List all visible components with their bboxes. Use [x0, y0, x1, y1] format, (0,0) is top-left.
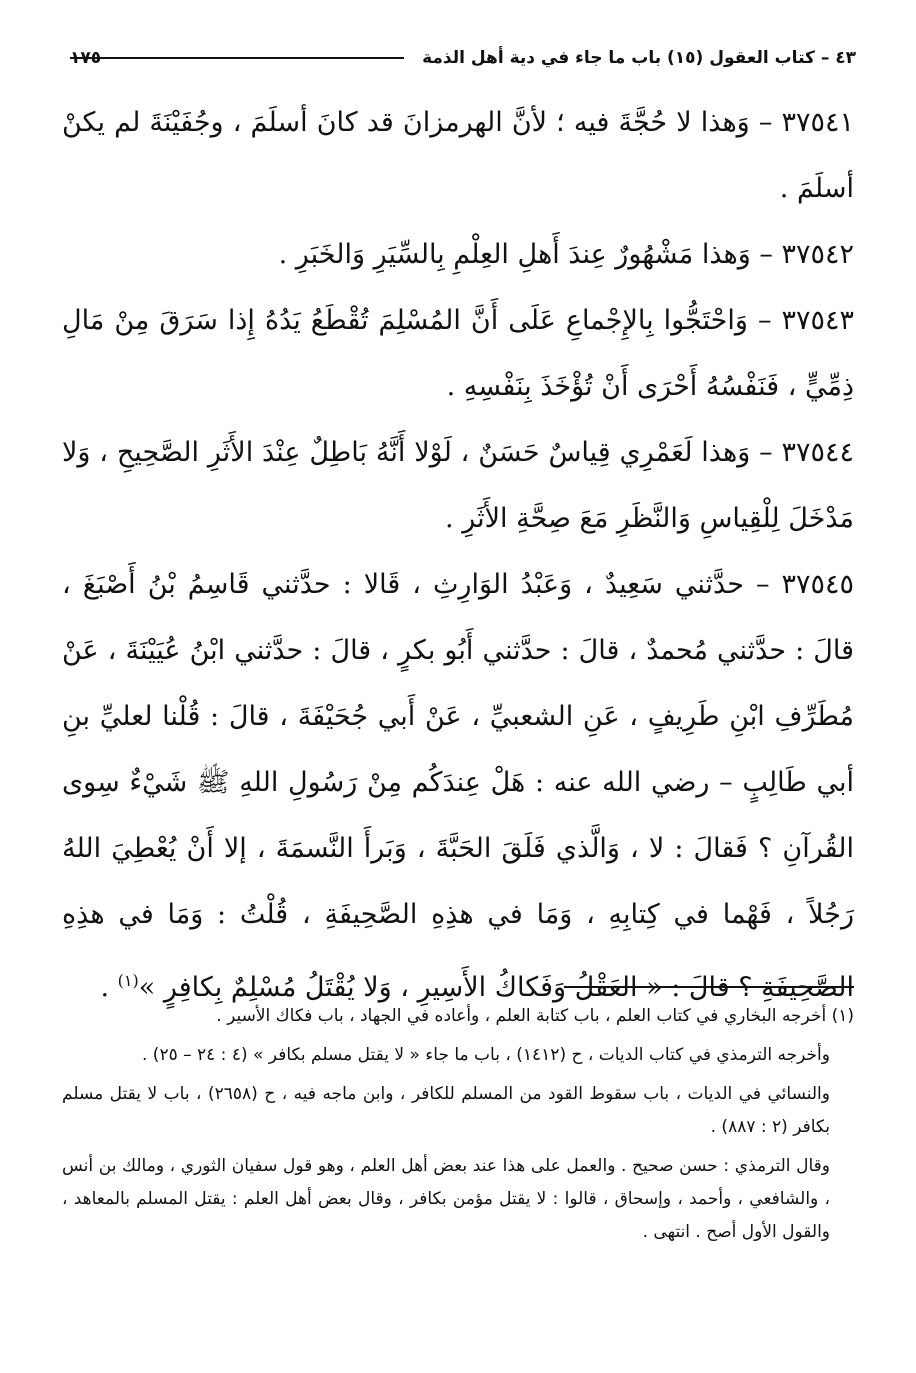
footnote-1-nasai: والنسائي في الديات ، باب سقوط القود من المسلم للكافر ، وابن ماجه فيه ، ح (٢٦٥٨) ، باب لا يقتل مسلم بكافر (٢ : ٨٨٧) . [62, 1084, 830, 1137]
header-rule [70, 57, 404, 59]
paragraph-37542 [62, 222, 854, 288]
paragraph-37541 [62, 90, 854, 222]
chapter-title: ٤٣ – كتاب العقول (١٥) باب ما جاء في دية أهل الذمة [422, 48, 856, 68]
page-number: ١٧٥ [70, 48, 102, 68]
running-header [70, 40, 856, 76]
paragraph-37544 [62, 420, 854, 552]
paragraph-text: – وَهذا لا حُجَّةَ فيه ؛ لأنَّ الهرمزانَ قد كانَ أسلَمَ ، وجُفَيْنَةَ لم يكنْ أسلَمَ . [62, 107, 854, 204]
paragraph-text: – حدَّثني سَعِيدٌ ، وَعَبْدُ الوَارِثِ ، قَالا : حدَّثني قَاسِمُ بْنُ أَصْبَغَ ، قالَ : حدَّثني مُحمدٌ ، قالَ : حدَّثني أَبُو بكرٍ ، قالَ : حدَّثني ابْنُ عُيَيْنَةَ ، عَنْ مُطَرِّفِ ابْنِ طَرِيفٍ ، عَنِ الشعبيِّ ، عَنْ أَبي جُحَيْفَةَ ، قالَ : قُلْنا لعليِّ بنِ أبي طَالِبٍ – رضي الله عنه : هَلْ عِندَكُم مِنْ رَسُولِ اللهِ ﷺ شَيْءٌ سِوى القُرآنِ ؟ فَقالَ : لا ، وَالَّذي فَلَقَ الحَبَّةَ ، وَبَرأَ النَّسمَةَ ، إلا أَنْ يُعْطِيَ اللهُ رَجُلاً ، فَهْما في كِتابِهِ ، وَمَا في هذِهِ الصَّحِيفَةِ ، قُلْتُ : وَمَا في هذِهِ الصَّحِيفَةِ ؟ قالَ : « العَقْلُ وَفَكاكُ الأَسِيرِ ، وَلا يُقْتَلُ مُسْلِمٌ بِكافِرٍ » [62, 569, 855, 1003]
paragraph-text: – وَهذا مَشْهُورٌ عِندَ أَهلِ العِلْمِ بِالسِّيَرِ وَالخَبَرِ . [278, 239, 773, 270]
paragraph-number: ٣٧٥٤٣ [781, 305, 855, 336]
paragraph-tail: . [100, 972, 118, 1003]
paragraph-number: ٣٧٥٤٥ [781, 569, 854, 600]
footnote-1-tirmidhi-comment: وقال الترمذي : حسن صحيح . والعمل على هذا عند بعض أهل العلم ، وهو قول سفيان الثوري ، ومالك بن أنس ، والشافعي ، وأحمد ، وإسحاق ، قالوا : لا يقتل مؤمن بكافر ، وقال بعض أهل العلم : يقتل المسلم بالمعاهد ، والقول الأول أصح . انتهى . [62, 1156, 830, 1242]
footnote-1: (١) أخرجه البخاري في كتاب العلم ، باب كتابة العلم ، وأعاده في الجهاد ، باب فكاك الأسير . [216, 1006, 854, 1026]
paragraph-text: – وَهذا لَعَمْرِي قِياسٌ حَسَنٌ ، لَوْلا أَنَّهُ بَاطِلٌ عِنْدَ الأَثَرِ الصَّحِيحِ ، وَلا مَدْخَلَ لِلْقِياسِ وَالنَّظَرِ مَعَ صِحَّةِ الأَثَرِ . [62, 437, 854, 534]
footnote-1-tirmidhi: وأخرجه الترمذي في كتاب الديات ، ح (١٤١٢) ، باب ما جاء « لا يقتل مسلم بكافر » (٤ : ٢٤ – ٢٥) . [141, 1045, 830, 1065]
paragraph-37545 [62, 552, 854, 1021]
footnotes [62, 1000, 854, 1255]
paragraph-number: ٣٧٥٤١ [781, 107, 854, 138]
footnote-reference[interactable]: (١) [117, 971, 139, 990]
paragraph-number: ٣٧٥٤٤ [781, 437, 855, 468]
main-text [62, 90, 854, 1021]
paragraph-37543 [62, 288, 854, 420]
footnote-separator [564, 986, 854, 988]
paragraph-text: – وَاحْتَجُّوا بِالإِجْماعِ عَلَى أَنَّ المُسْلِمَ تُقْطَعُ يَدُهُ إِذا سَرَقَ مِنْ مَالِ ذِمِّيٍّ ، فَنَفْسُهُ أَحْرَى أَنْ تُؤْخَذَ بِنَفْسِهِ . [62, 305, 854, 402]
paragraph-number: ٣٧٥٤٢ [781, 239, 854, 270]
